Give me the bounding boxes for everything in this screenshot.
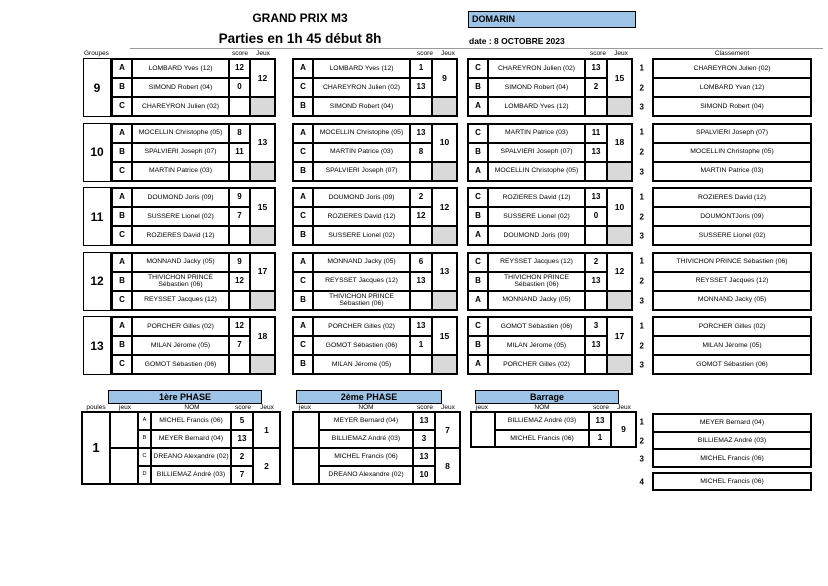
player-score: 2 (585, 253, 607, 272)
player-score: 7 (231, 466, 253, 484)
player-score: 2 (585, 78, 607, 97)
player-name: MEYER Bernard (04) (151, 430, 231, 448)
classement-name: PORCHER Gilles (02) (653, 317, 811, 336)
jeux-value: 18 (607, 124, 632, 162)
player-letter: A (468, 226, 488, 245)
jeux-value: 2 (253, 448, 280, 484)
jeux-empty-cell (432, 226, 457, 245)
rank-number: 3 (639, 231, 644, 241)
player-name: REYSSET Jacques (12) (132, 291, 229, 310)
jeux-empty-cell (432, 291, 457, 310)
rank-number: 2 (639, 436, 644, 445)
player-name: MONNAND Jacky (05) (488, 291, 585, 310)
player-score: 13 (585, 59, 607, 78)
player-score: 13 (585, 188, 607, 207)
groupes-header: Groupes (84, 50, 109, 57)
rank-number: 1 (639, 192, 644, 202)
player-letter: C (293, 336, 313, 355)
rank-number: 2 (639, 212, 644, 221)
classement-name: SPALVIERI Joseph (07) (653, 124, 811, 143)
jeux-value: 12 (432, 188, 457, 226)
jeux-value: 15 (432, 317, 457, 355)
classement-name: SIMOND Robert (04) (653, 97, 811, 116)
group-number: 11 (83, 187, 111, 246)
phase1-title: 1ère PHASE (108, 390, 262, 404)
phase2-title: 2ème PHASE (296, 390, 442, 404)
player-letter: A (293, 188, 313, 207)
player-name: DREANO Alexandre (02) (151, 448, 231, 466)
player-letter: A (112, 59, 132, 78)
player-score: 11 (229, 143, 250, 162)
player-name: SUSSERE Lionel (02) (313, 226, 410, 245)
player-name: MOCELLIN Christophe (05) (313, 124, 410, 143)
player-score (229, 355, 250, 374)
player-score: 5 (231, 412, 253, 430)
page-title: GRAND PRIX M3 (252, 11, 348, 25)
rank-number: 1 (639, 63, 644, 73)
jeux-empty-cell (293, 412, 319, 448)
player-name: LOMBARD Yves (12) (488, 97, 585, 116)
player-score: 0 (585, 207, 607, 226)
rank-number: 3 (639, 454, 644, 464)
jeux-value: 8 (435, 448, 460, 484)
player-letter: C (468, 59, 488, 78)
player-letter: A (468, 355, 488, 374)
classement-name: SUSSERE Lionel (02) (653, 226, 811, 245)
classement-name: GOMOT Sébastien (06) (653, 355, 811, 374)
classement-header: Classement (714, 50, 750, 57)
jeux-empty-cell (471, 412, 495, 447)
player-name: ROZIERES David (12) (132, 226, 229, 245)
group-classement-box (652, 316, 812, 375)
player-name: GOMOT Sébastien (06) (132, 355, 229, 374)
jeux-header-r2: Jeux (441, 50, 455, 57)
classement-name: THIVICHON PRINCE Sébastien (06) (653, 253, 811, 272)
group-round-table (292, 58, 458, 117)
nom-header-p2: NOM (358, 404, 374, 411)
player-letter: B (468, 207, 488, 226)
player-name: SUSSERE Lionel (02) (488, 207, 585, 226)
header-divider (130, 48, 823, 49)
player-name: MARTIN Patrice (03) (488, 124, 585, 143)
group-round-table (292, 316, 458, 375)
player-name: LOMBARD Yves (12) (132, 59, 229, 78)
rank-number: 3 (639, 296, 644, 306)
player-score: 13 (585, 336, 607, 355)
player-letter: B (138, 430, 151, 448)
player-letter: A (468, 291, 488, 310)
phase1-table (81, 411, 281, 485)
player-letter: B (293, 97, 313, 116)
player-name: MILAN Jérome (05) (313, 355, 410, 374)
group-round-table (111, 58, 276, 117)
phase2-table (292, 411, 461, 485)
player-letter: B (468, 78, 488, 97)
player-score: 13 (413, 448, 435, 466)
player-letter: C (293, 272, 313, 291)
group-round-table (467, 252, 633, 311)
player-letter: A (112, 317, 132, 336)
player-name: MICHEL Francis (06) (151, 412, 231, 430)
player-name: LOMBARD Yves (12) (313, 59, 410, 78)
jeux-value: 12 (607, 253, 632, 291)
score-header-bar: score (593, 404, 609, 411)
player-letter: B (468, 143, 488, 162)
location-box: DOMARIN (468, 11, 636, 28)
player-score: 2 (231, 448, 253, 466)
rank-number: 1 (639, 321, 644, 331)
player-score (585, 226, 607, 245)
jeux-empty-cell (110, 448, 138, 484)
player-score: 1 (410, 336, 432, 355)
player-letter: C (468, 317, 488, 336)
player-score (585, 162, 607, 181)
player-name: MARTIN Patrice (03) (313, 143, 410, 162)
jeux-low-header-bar: jeux (476, 404, 488, 411)
rank-number: 2 (639, 276, 644, 286)
player-name: BILLIEMAZ André (03) (319, 430, 413, 448)
jeux-value: 18 (250, 317, 275, 355)
nom-header-bar: NOM (534, 404, 550, 411)
jeux-value: 10 (607, 188, 632, 226)
player-score: 9 (229, 253, 250, 272)
classement-name: BILLIEMAZ André (03) (653, 432, 811, 450)
score-header-r1: score (232, 50, 248, 57)
player-score: 7 (229, 336, 250, 355)
classement-name: DOUMONTJoris (09) (653, 207, 811, 226)
player-letter: A (468, 162, 488, 181)
jeux-empty-cell (293, 448, 319, 484)
classement-name: CHAREYRON Julien (02) (653, 59, 811, 78)
jeux-value: 9 (611, 412, 636, 447)
jeux-empty-cell (607, 162, 632, 181)
jeux-header-p1: Jeux (260, 404, 274, 411)
player-name: THIVICHON PRINCE Sébastien (06) (132, 272, 229, 291)
player-score: 6 (410, 253, 432, 272)
player-name: DOUMOND Joris (09) (488, 226, 585, 245)
player-letter: B (293, 355, 313, 374)
player-letter: C (112, 97, 132, 116)
player-name: MARTIN Patrice (03) (132, 162, 229, 181)
player-score: 12 (229, 59, 250, 78)
jeux-empty-cell (432, 355, 457, 374)
player-score: 8 (410, 143, 432, 162)
player-name: REYSSET Jacques (12) (313, 272, 410, 291)
player-letter: C (112, 226, 132, 245)
player-score (585, 291, 607, 310)
player-score: 12 (229, 272, 250, 291)
player-name: THIVICHON PRINCE Sébastien (06) (313, 291, 410, 310)
player-name: SIMOND Robert (04) (488, 78, 585, 97)
group-round-table (111, 187, 276, 246)
player-letter: A (112, 188, 132, 207)
rank-number: 3 (639, 167, 644, 177)
rank-number: 1 (639, 417, 644, 427)
player-score: 3 (585, 317, 607, 336)
player-name: GOMOT Sébastien (06) (313, 336, 410, 355)
player-name: ROZIERES David (12) (488, 188, 585, 207)
player-letter: C (468, 124, 488, 143)
player-name: MICHEL Francis (06) (319, 448, 413, 466)
jeux-value: 1 (253, 412, 280, 448)
player-name: MOCELLIN Christophe (05) (488, 162, 585, 181)
jeux-empty-cell (432, 162, 457, 181)
player-score: 12 (410, 207, 432, 226)
jeux-value: 17 (250, 253, 275, 291)
jeux-empty-cell (607, 355, 632, 374)
player-letter: C (112, 162, 132, 181)
player-letter: C (468, 253, 488, 272)
player-name: MOCELLIN Christophe (05) (132, 124, 229, 143)
player-score (410, 226, 432, 245)
final-classement-box-4 (652, 472, 812, 491)
player-letter: B (468, 272, 488, 291)
player-name: MILAN Jérome (05) (132, 336, 229, 355)
pool-number: 1 (82, 412, 110, 484)
group-round-table (111, 123, 276, 182)
classement-name: MARTIN Patrice (03) (653, 162, 811, 181)
jeux-value: 9 (432, 59, 457, 97)
player-name: MICHEL Francis (06) (495, 430, 589, 448)
nom-header-p1: NOM (184, 404, 200, 411)
player-score (410, 97, 432, 116)
player-score: 8 (229, 124, 250, 143)
classement-name: MEYER Bernard (04) (653, 414, 811, 432)
classement-name: LOMBARD Yvan (12) (653, 78, 811, 97)
barrage-title: Barrage (475, 390, 619, 404)
player-letter: B (112, 143, 132, 162)
player-letter: B (112, 272, 132, 291)
jeux-value: 7 (435, 412, 460, 448)
player-score: 13 (410, 78, 432, 97)
group-round-table (467, 187, 633, 246)
group-classement-box (652, 252, 812, 311)
player-score (229, 291, 250, 310)
jeux-value: 10 (432, 124, 457, 162)
jeux-header-bar: Jeux (617, 404, 631, 411)
player-letter: B (293, 291, 313, 310)
player-name: THIVICHON PRINCE Sébastien (06) (488, 272, 585, 291)
jeux-value: 15 (607, 59, 632, 97)
player-score: 12 (229, 317, 250, 336)
player-letter: A (138, 412, 151, 430)
group-round-table (467, 316, 633, 375)
group-classement-box (652, 123, 812, 182)
player-letter: B (112, 207, 132, 226)
jeux-header-p2: Jeux (441, 404, 455, 411)
player-score: 1 (410, 59, 432, 78)
date-label: date : 8 OCTOBRE 2023 (469, 36, 565, 46)
jeux-empty-cell (607, 291, 632, 310)
player-name: DOUMOND Joris (09) (313, 188, 410, 207)
player-name: SIMOND Robert (04) (132, 78, 229, 97)
player-score: 13 (410, 124, 432, 143)
player-letter: C (293, 207, 313, 226)
jeux-low-header-p1: jeux (119, 404, 131, 411)
group-classement-box (652, 187, 812, 246)
jeux-empty-cell (250, 226, 275, 245)
classement-name: MILAN Jérome (05) (653, 336, 811, 355)
rank-number: 1 (639, 256, 644, 266)
group-round-table (467, 58, 633, 117)
group-number: 13 (83, 316, 111, 375)
rank-number: 2 (639, 147, 644, 157)
player-letter: C (138, 448, 151, 466)
final-classement-box (652, 413, 812, 468)
player-score (229, 162, 250, 181)
player-score: 13 (589, 412, 611, 430)
group-round-table (292, 187, 458, 246)
player-letter: A (112, 253, 132, 272)
group-round-table (111, 252, 276, 311)
rank-number: 4 (639, 477, 644, 486)
player-letter: C (293, 143, 313, 162)
player-name: BILLIEMAZ André (03) (495, 412, 589, 430)
jeux-value: 17 (607, 317, 632, 355)
rank-number: 2 (639, 341, 644, 350)
jeux-empty-cell (110, 412, 138, 448)
jeux-header-r3: Jeux (614, 50, 628, 57)
player-name: CHAREYRON Julien (02) (488, 59, 585, 78)
score-header-r2: score (417, 50, 433, 57)
player-score: 13 (410, 272, 432, 291)
player-score: 13 (413, 412, 435, 430)
jeux-value: 13 (250, 124, 275, 162)
rank-number: 3 (639, 102, 644, 112)
player-name: CHAREYRON Julien (02) (132, 97, 229, 116)
jeux-value: 12 (250, 59, 275, 97)
player-score: 13 (585, 272, 607, 291)
player-name: GOMOT Sébastien (06) (488, 317, 585, 336)
player-score: 2 (410, 188, 432, 207)
player-score: 13 (231, 430, 253, 448)
rank-number: 3 (639, 360, 644, 370)
player-name: DREANO Alexandre (02) (319, 466, 413, 484)
rank-number: 1 (639, 127, 644, 137)
jeux-low-header-p2: jeux (299, 404, 311, 411)
player-name: DOUMOND Joris (09) (132, 188, 229, 207)
score-header-p2: score (417, 404, 433, 411)
player-name: PORCHER Gilles (02) (313, 317, 410, 336)
player-letter: C (112, 291, 132, 310)
classement-name: MOCELLIN Christophe (05) (653, 143, 811, 162)
jeux-header-r1: Jeux (256, 50, 270, 57)
player-letter: B (293, 162, 313, 181)
player-score: 13 (410, 317, 432, 336)
player-name: REYSSET Jacques (12) (488, 253, 585, 272)
player-name: MILAN Jérome (05) (488, 336, 585, 355)
page-subtitle: Parties en 1h 45 début 8h (218, 31, 382, 46)
group-round-table (467, 123, 633, 182)
group-round-table (111, 316, 276, 375)
player-letter: B (112, 78, 132, 97)
player-letter: D (138, 466, 151, 484)
jeux-empty-cell (432, 97, 457, 116)
player-letter: A (293, 59, 313, 78)
jeux-empty-cell (250, 97, 275, 116)
player-name: SPALVIERI Joseph (07) (488, 143, 585, 162)
player-name: MEYER Bernard (04) (319, 412, 413, 430)
player-score (410, 355, 432, 374)
player-letter: A (293, 253, 313, 272)
player-score (229, 226, 250, 245)
player-score: 9 (229, 188, 250, 207)
player-name: SUSSERE Lionel (02) (132, 207, 229, 226)
jeux-empty-cell (250, 162, 275, 181)
group-round-table (292, 123, 458, 182)
player-score (585, 355, 607, 374)
player-score: 13 (585, 143, 607, 162)
classement-name: MICHEL Francis (06) (653, 449, 811, 467)
player-score (585, 97, 607, 116)
player-letter: B (112, 336, 132, 355)
player-letter: B (293, 226, 313, 245)
player-name: BILLIEMAZ André (03) (151, 466, 231, 484)
group-classement-box (652, 58, 812, 117)
player-name: SPALVIERI Joseph (07) (313, 162, 410, 181)
player-letter: A (293, 317, 313, 336)
jeux-empty-cell (250, 291, 275, 310)
player-name: MONNAND Jacky (05) (313, 253, 410, 272)
player-score: 11 (585, 124, 607, 143)
player-score: 0 (229, 78, 250, 97)
player-score (410, 291, 432, 310)
player-name: PORCHER Gilles (02) (132, 317, 229, 336)
player-score: 1 (589, 430, 611, 448)
player-letter: A (293, 124, 313, 143)
group-round-table (292, 252, 458, 311)
player-letter: C (112, 355, 132, 374)
player-letter: A (468, 97, 488, 116)
player-name: PORCHER Gilles (02) (488, 355, 585, 374)
player-name: ROZIERES David (12) (313, 207, 410, 226)
player-score: 7 (229, 207, 250, 226)
score-header-p1: score (235, 404, 251, 411)
jeux-empty-cell (607, 226, 632, 245)
player-score: 10 (413, 466, 435, 484)
group-number: 12 (83, 252, 111, 311)
rank-number: 2 (639, 83, 644, 92)
classement-name: REYSSET Jacques (12) (653, 272, 811, 291)
group-number: 10 (83, 123, 111, 182)
player-name: MONNAND Jacky (05) (132, 253, 229, 272)
jeux-value: 13 (432, 253, 457, 291)
classement-name: MONNAND Jacky (05) (653, 291, 811, 310)
player-name: SPALVIERI Joseph (07) (132, 143, 229, 162)
player-name: SIMOND Robert (04) (313, 97, 410, 116)
player-score (410, 162, 432, 181)
player-score (229, 97, 250, 116)
player-letter: C (293, 78, 313, 97)
jeux-empty-cell (250, 355, 275, 374)
player-letter: C (468, 188, 488, 207)
jeux-empty-cell (607, 97, 632, 116)
player-letter: B (468, 336, 488, 355)
poules-header: poules (86, 404, 106, 411)
classement-name: ROZIERES David (12) (653, 188, 811, 207)
player-score: 3 (413, 430, 435, 448)
group-number: 9 (83, 58, 111, 117)
classement-name: MICHEL Francis (06) (653, 473, 811, 490)
player-name: CHAREYRON Julien (02) (313, 78, 410, 97)
player-letter: A (112, 124, 132, 143)
jeux-value: 15 (250, 188, 275, 226)
score-header-r3: score (590, 50, 606, 57)
barrage-table (470, 411, 637, 448)
